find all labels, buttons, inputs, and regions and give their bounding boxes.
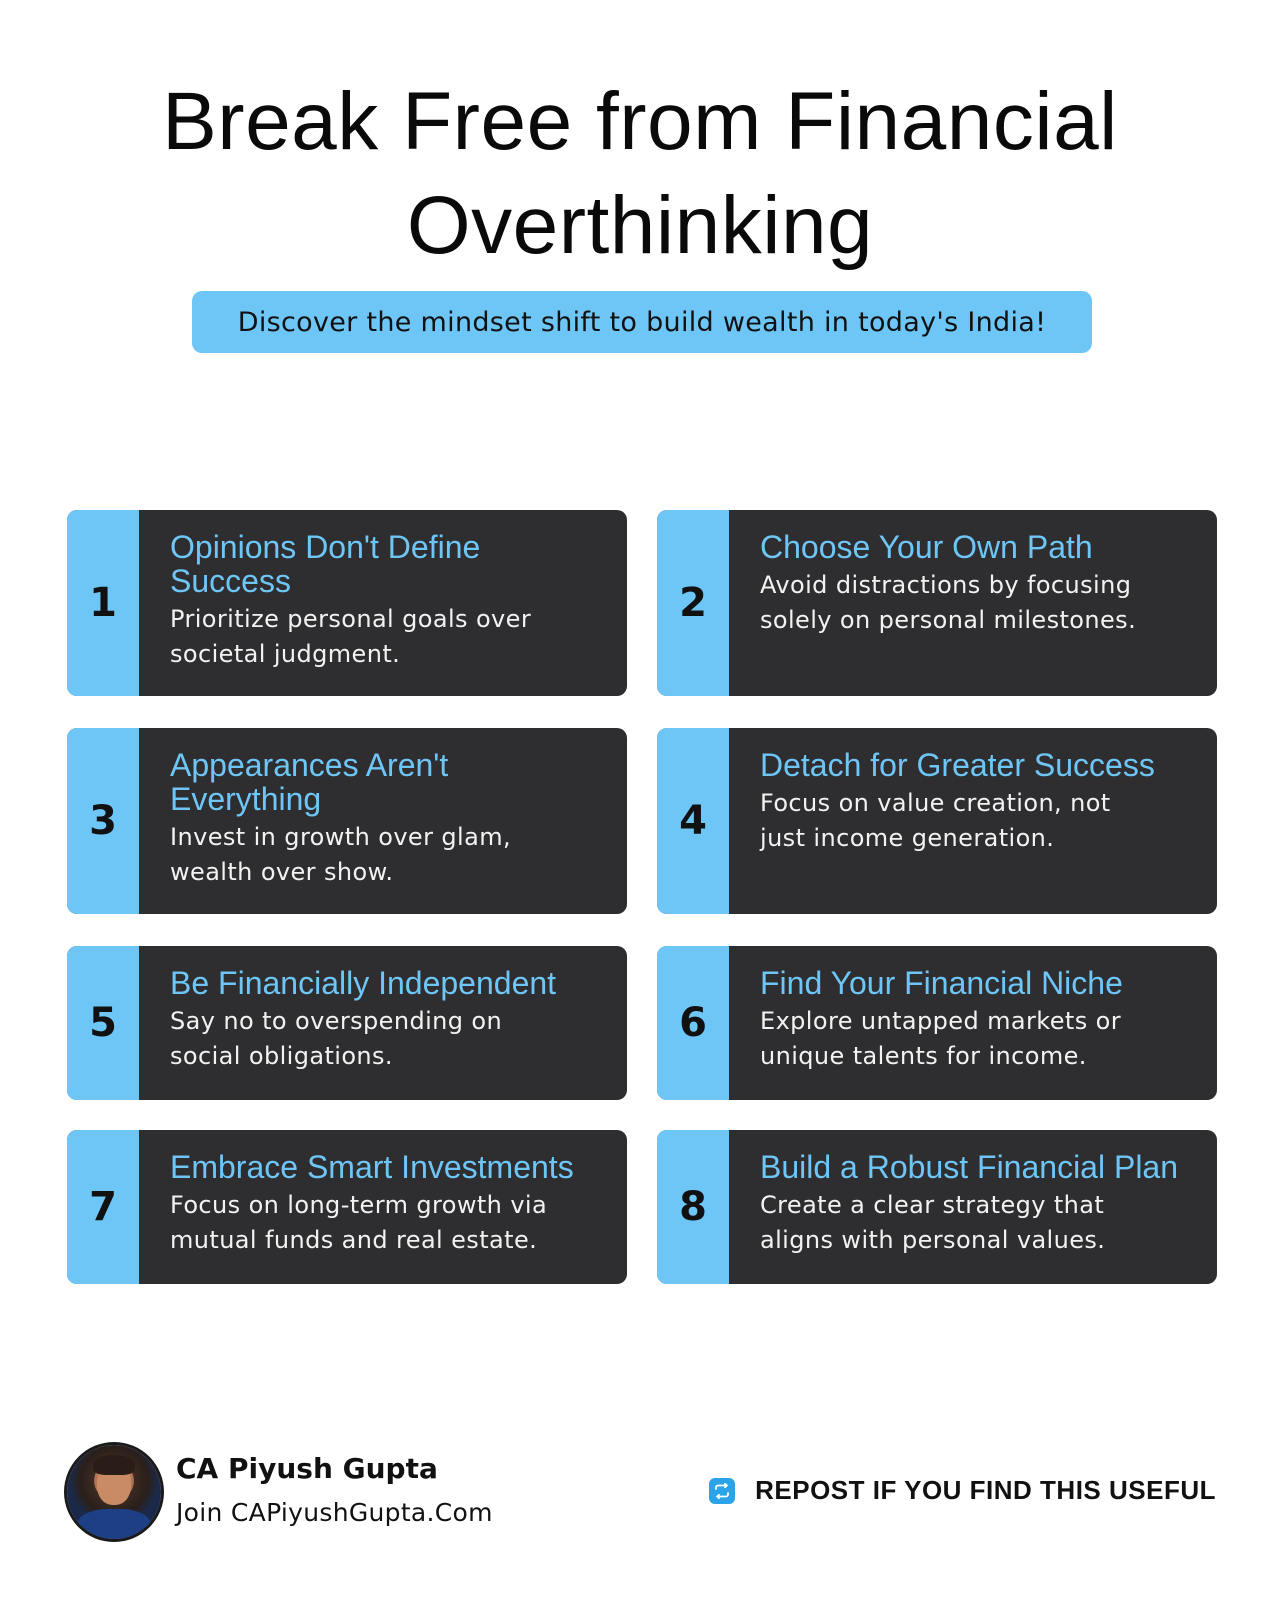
tip-number: 5 xyxy=(67,946,139,1100)
avatar-hair xyxy=(93,1455,135,1475)
tip-description: Say no to overspending on social obligations. xyxy=(170,1007,503,1070)
tip-card xyxy=(657,510,1217,696)
repost-callout[interactable] xyxy=(709,1475,1216,1506)
tip-title: Find Your Financial Niche xyxy=(760,965,1123,1001)
repost-icon xyxy=(709,1478,735,1504)
author-website-link[interactable]: Join CAPiyushGupta.Com xyxy=(176,1498,493,1527)
subtitle-banner xyxy=(192,291,1092,353)
subtitle-text: Discover the mindset shift to build wealth in today's India! xyxy=(237,306,1047,338)
tip-card xyxy=(657,946,1217,1100)
tip-title: Choose Your Own Path xyxy=(760,529,1093,565)
tip-description: Invest in growth over glam, wealth over show. xyxy=(170,823,512,886)
tip-number: 4 xyxy=(657,728,729,914)
avatar xyxy=(67,1445,161,1539)
page-title-line-2: Overthinking xyxy=(406,180,874,271)
tip-card xyxy=(657,728,1217,914)
tip-description: Explore untapped markets or unique talents for income. xyxy=(760,1007,1121,1070)
tip-description: Create a clear strategy that aligns with personal values. xyxy=(760,1191,1106,1254)
tip-title: Opinions Don't Define Success xyxy=(170,529,481,599)
tip-number: 7 xyxy=(67,1130,139,1284)
tip-description: Focus on value creation, not just income generation. xyxy=(760,789,1111,852)
author-name: CA Piyush Gupta xyxy=(176,1452,438,1485)
page-title xyxy=(90,70,1190,278)
repost-label: REPOST IF YOU FIND THIS USEFUL xyxy=(755,1475,1216,1505)
tip-title: Be Financially Independent xyxy=(170,965,557,1001)
tip-title: Build a Robust Financial Plan xyxy=(760,1149,1179,1185)
page-title-line-1: Break Free from Financial xyxy=(162,76,1118,167)
tip-title: Embrace Smart Investments xyxy=(170,1149,574,1185)
tip-card xyxy=(67,1130,627,1284)
tip-number: 6 xyxy=(657,946,729,1100)
tip-title: Appearances Aren't Everything xyxy=(170,747,449,817)
tip-description: Avoid distractions by focusing solely on personal milestones. xyxy=(760,571,1137,634)
tip-number: 8 xyxy=(657,1130,729,1284)
tip-number: 3 xyxy=(67,728,139,914)
tip-card xyxy=(67,510,627,696)
avatar-shirt xyxy=(77,1509,151,1539)
tip-number: 1 xyxy=(67,510,139,696)
tip-description: Prioritize personal goals over societal judgment. xyxy=(170,605,532,668)
tip-title: Detach for Greater Success xyxy=(760,747,1155,783)
tip-card xyxy=(67,728,627,914)
tip-description: Focus on long-term growth via mutual funds and real estate. xyxy=(170,1191,548,1254)
tip-card xyxy=(657,1130,1217,1284)
tip-number: 2 xyxy=(657,510,729,696)
tip-card xyxy=(67,946,627,1100)
